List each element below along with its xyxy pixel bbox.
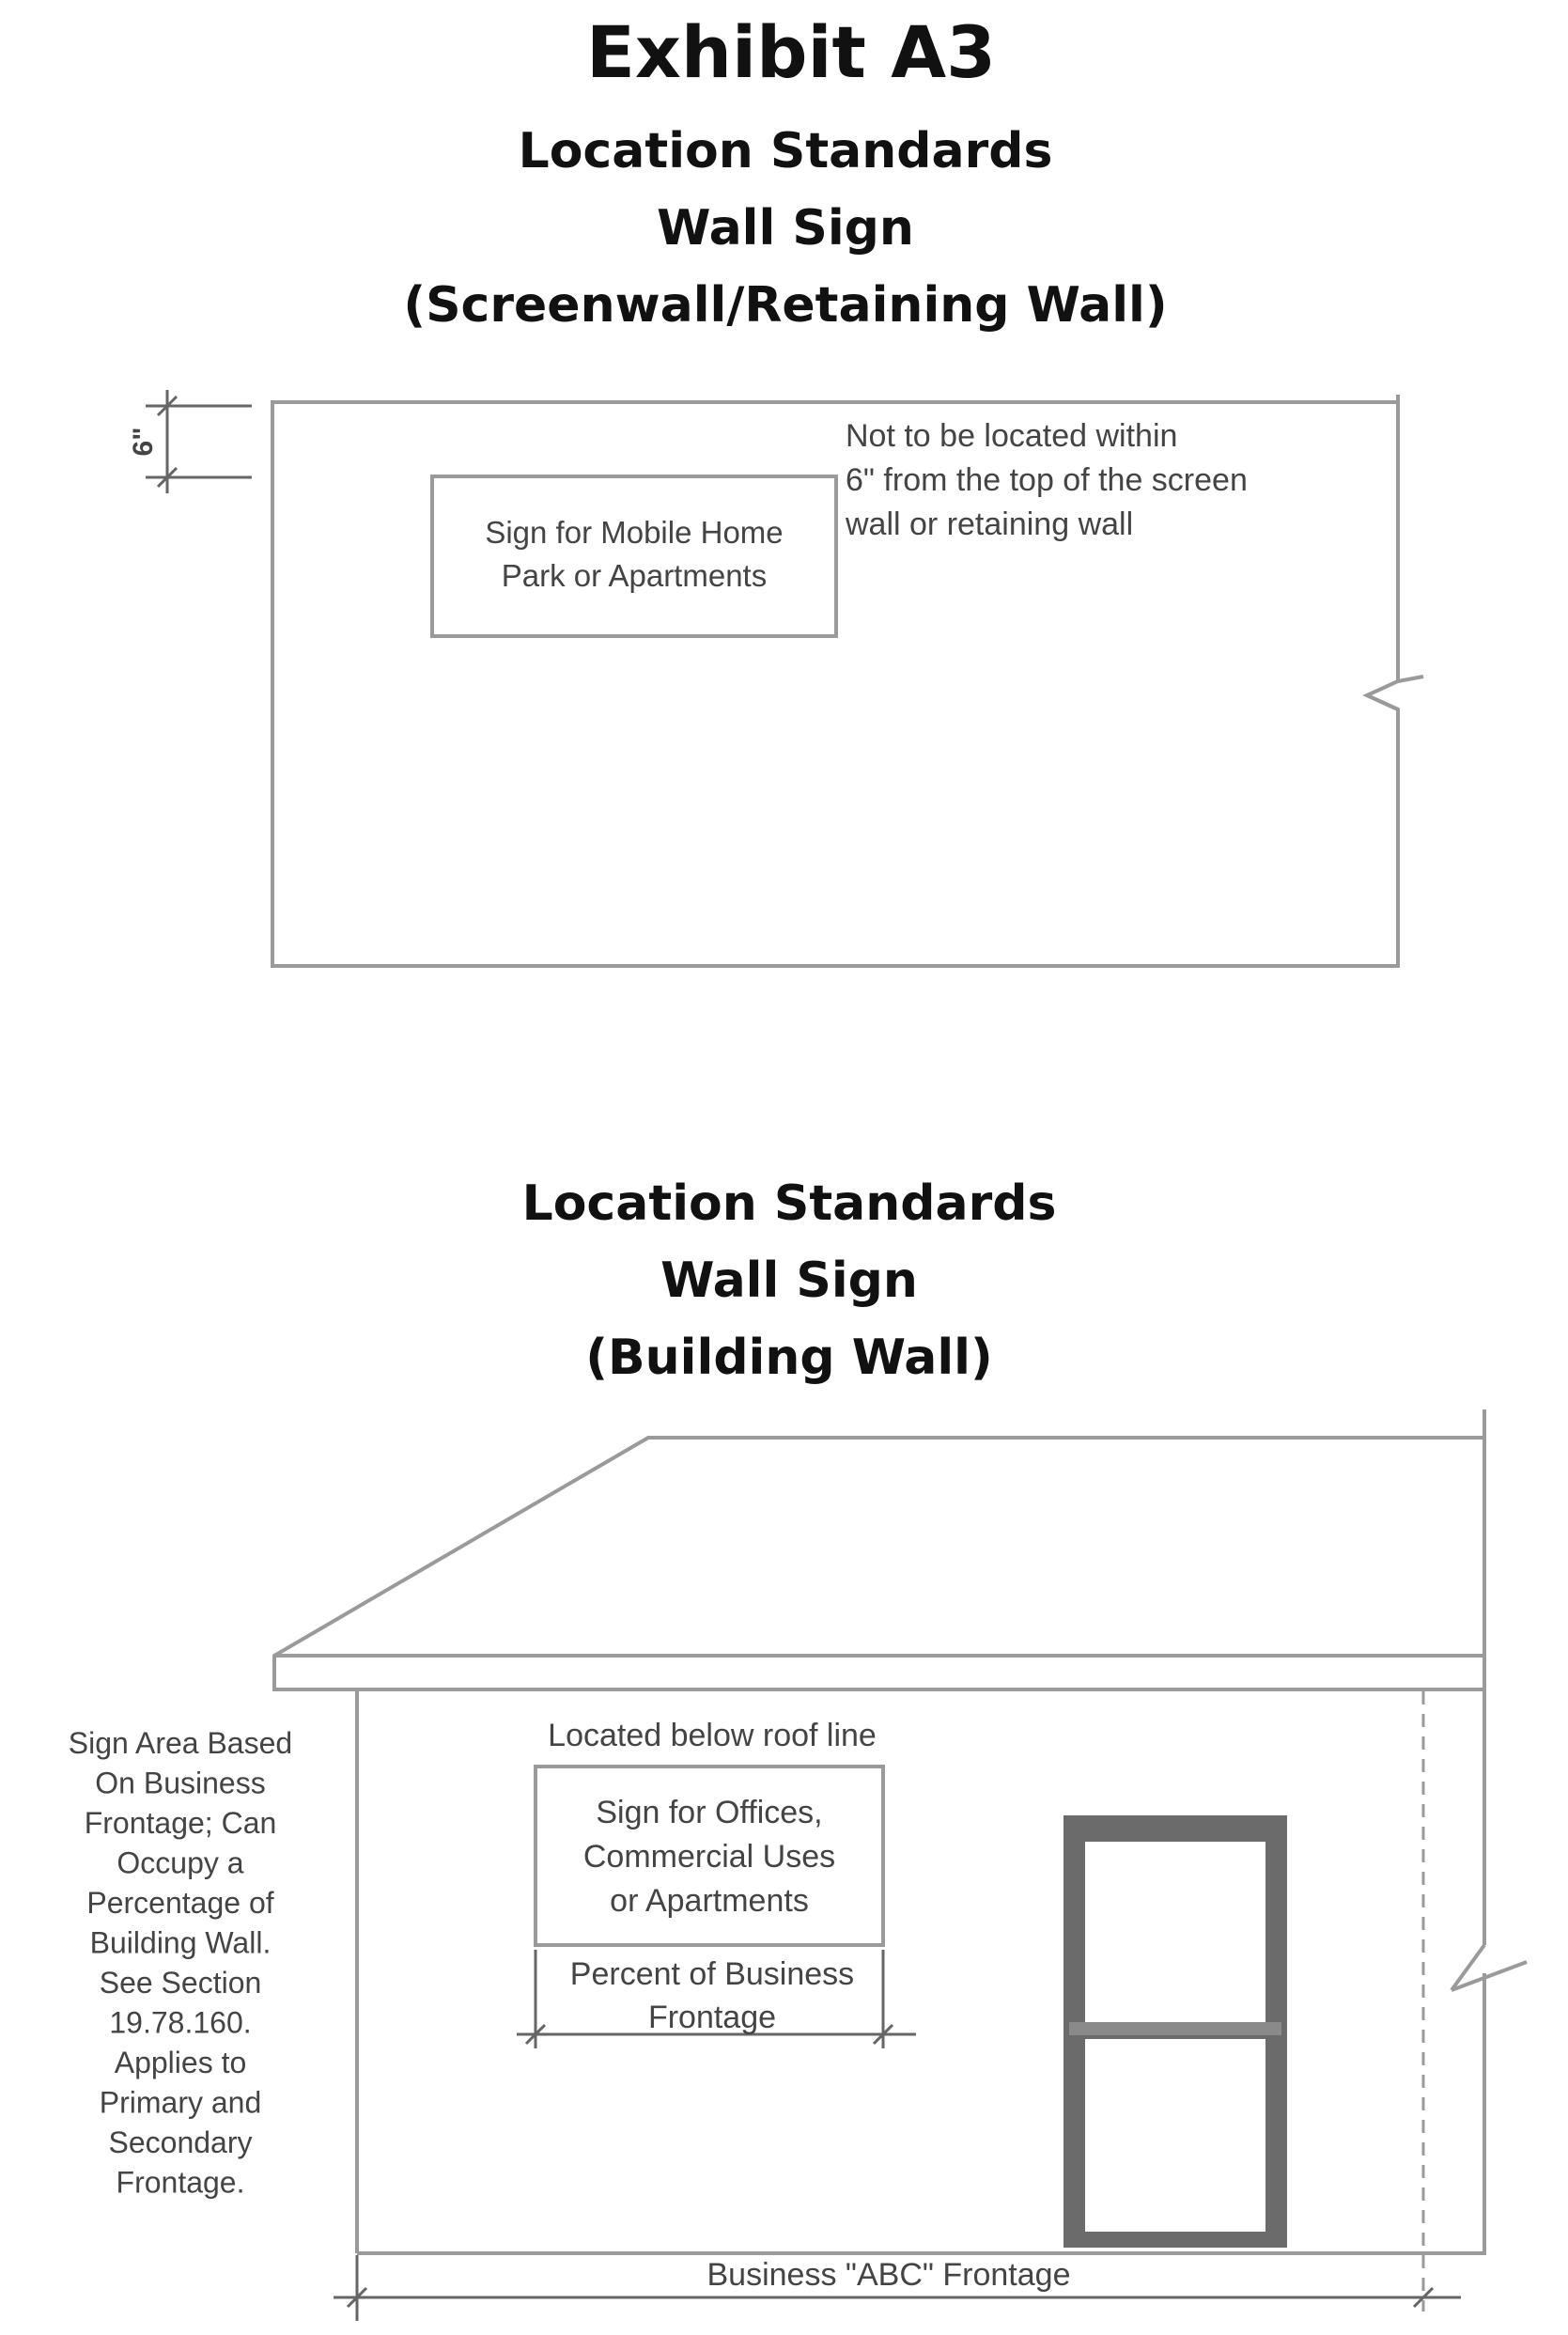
door-graphic [1063,1815,1287,2248]
side-note-line: Percentage of [86,1886,274,1920]
offices-sign-label-line3: or Apartments [610,1883,809,1919]
roof-line-note: Located below roof line [548,1718,877,1753]
section1-heading-line3: (Screenwall/Retaining Wall) [403,277,1168,334]
exhibit-title: Exhibit A3 [585,10,997,94]
side-note-line: Occupy a [116,1845,244,1880]
section2-heading-line3: (Building Wall) [585,1330,993,1386]
section1-heading [403,123,1167,334]
screenwall-note-line3: wall or retaining wall [846,506,1134,542]
side-note-line: Primary and [99,2085,262,2120]
side-note-line: Sign Area Based [68,1726,293,1760]
side-note-line: Building Wall. [89,1925,272,1960]
dimension-label: 6" [128,427,159,457]
section2-heading [522,1175,1057,1386]
side-note-line: 19.78.160. [109,2005,252,2040]
screenwall-drawing [128,390,1423,966]
side-note-line: On Business [95,1766,266,1800]
side-note-line: Frontage; Can [84,1806,277,1840]
percent-label-line2: Frontage [647,2000,777,2035]
section2-heading-line1: Location Standards [521,1175,1057,1232]
screenwall-note-line2: 6" from the top of the screen [846,462,1248,498]
screenwall-break [1398,677,1423,681]
frontage-label: Business "ABC" Frontage [706,2257,1071,2293]
side-note-line: Frontage. [116,2165,245,2200]
section1-heading-line2: Wall Sign [657,200,914,257]
section2-heading-line2: Wall Sign [660,1253,918,1309]
building-drawing [69,1409,1527,2321]
percent-label-line1: Percent of Business [569,1956,855,1992]
door-lower-pane [1085,2039,1265,2232]
side-note-line: Secondary [108,2125,253,2159]
door-upper-pane [1085,1842,1265,2022]
side-note-line: Applies to [114,2046,247,2079]
mobile-home-sign-label-line2: Park or Apartments [501,558,768,593]
door-push-bar [1069,2022,1281,2035]
side-note [69,1726,292,2200]
offices-sign-label-line2: Commercial Uses [582,1839,836,1875]
roof-outline [274,1438,1484,1689]
mobile-home-sign-box [432,476,836,636]
section1-heading-line1: Location Standards [518,123,1053,179]
screenwall-note-line1: Not to be located within [846,418,1178,454]
mobile-home-sign-label-line1: Sign for Mobile Home [485,515,784,550]
offices-sign-label-line1: Sign for Offices, [596,1795,823,1830]
side-note-line: See Section [99,1966,262,2000]
dimension-6in [128,390,252,493]
screenwall-break2 [1367,695,1398,709]
